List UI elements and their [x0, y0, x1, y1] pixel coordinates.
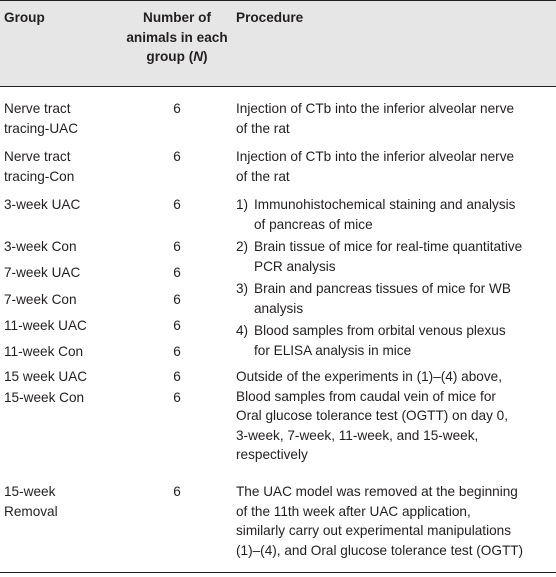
- procedure-item-4: 4) Blood samples from orbital venous plexus for ELISA analysis in mice: [236, 323, 506, 358]
- table-row-n-tracing-con: 6: [173, 149, 181, 164]
- header-n-line3: group (N): [146, 49, 208, 64]
- procedure-item-1: 1) Immunohistochemical staining and analysis of pancreas of mice: [236, 197, 516, 232]
- table-row-n-3-week-uac: 6: [173, 197, 181, 212]
- table-row-group-tracing-uac: Nerve tract tracing-UAC: [4, 101, 79, 136]
- table-row-group-15-week-uac: 15 week UAC: [4, 369, 88, 384]
- table-row-group-3-week-uac: 3-week UAC: [4, 197, 81, 212]
- table-row-group-7-week-uac: 7-week UAC: [4, 265, 81, 280]
- procedure-ogtt-schedule: Outside of the experiments in (1)–(4) above, Blood samples from caudal vein of mice for Oral glucose tolerance test (OGTT) on day 0, 3-week, 7-week, 11-week, and 15-week, respectively: [236, 369, 508, 462]
- header-group: Group: [4, 10, 45, 25]
- table-row-n-15-week-uac: 6: [173, 369, 181, 384]
- table-row-n-tracing-uac: 6: [173, 101, 181, 116]
- procedure-tracing-con: Injection of CTb into the inferior alveolar nerve of the rat: [236, 149, 515, 184]
- table-row-n-15-week-removal: 6: [173, 484, 181, 499]
- header-n-line2: animals in each: [126, 29, 228, 45]
- header-n-line1: Number of: [143, 10, 211, 25]
- table-row-group-7-week-con: 7-week Con: [4, 292, 77, 307]
- header-procedure: Procedure: [236, 10, 304, 25]
- table-row-n-7-week-con: 6: [173, 292, 181, 307]
- table-row-n-15-week-con: 6: [173, 390, 181, 405]
- procedure-item-3: 3) Brain and pancreas tissues of mice for WB analysis: [236, 281, 511, 316]
- table-row-group-3-week-con: 3-week Con: [4, 239, 77, 254]
- table-row-group-11-week-uac: 11-week UAC: [4, 318, 87, 333]
- table-row-group-11-week-con: 11-week Con: [4, 344, 84, 359]
- table-row-n-3-week-con: 6: [173, 239, 181, 254]
- table-row-n-7-week-uac: 6: [173, 265, 181, 280]
- header-number-of-animals: [124, 8, 230, 67]
- bottom-rule: [0, 572, 556, 573]
- table-row-n-11-week-con: 6: [173, 344, 181, 359]
- top-rule: [0, 0, 556, 1]
- table-row-group-15-week-con: 15-week Con: [4, 390, 85, 405]
- table-row-n-11-week-uac: 6: [173, 318, 181, 333]
- procedure-item-2: 2) Brain tissue of mice for real-time quantitative PCR analysis: [236, 239, 523, 274]
- table-row-group-tracing-con: Nerve tract tracing-Con: [4, 149, 75, 184]
- procedure-removal: The UAC model was removed at the beginning of the 11th week after UAC application, similarly carry out experimental manipulations (1)–(4), and Oral glucose tolerance test (OGTT): [236, 484, 524, 558]
- procedure-tracing-uac: Injection of CTb into the inferior alveolar nerve of the rat: [236, 101, 515, 136]
- table-row-group-15-week-removal: 15-week Removal: [4, 484, 58, 519]
- header-rule: [0, 86, 556, 87]
